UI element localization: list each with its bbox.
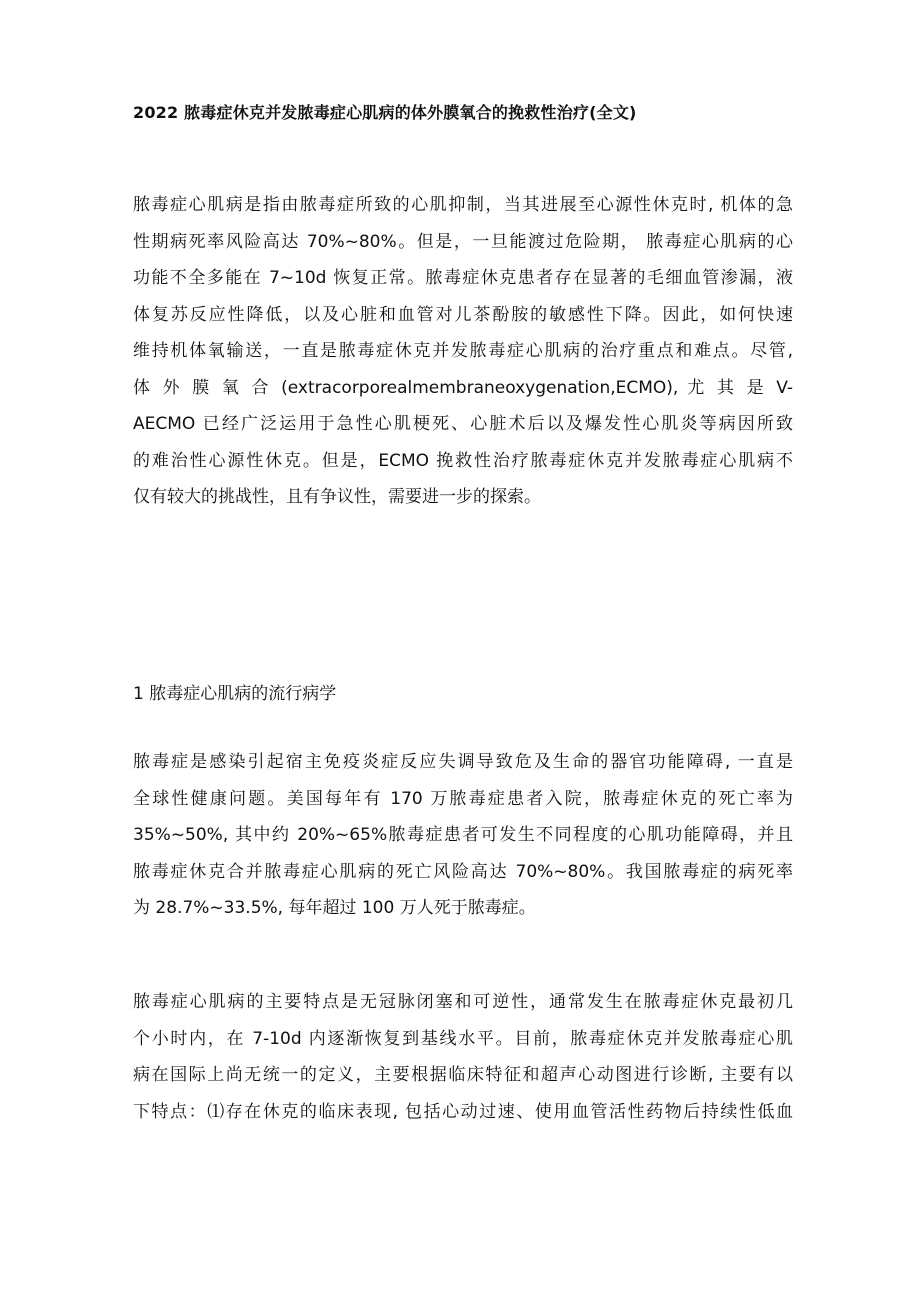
paragraph-line: 病在国际上尚无统一的定义，主要根据临床特征和超声心动图进行诊断, 主要有以	[133, 1065, 793, 1085]
paragraph-line: 体 外 膜 氧 合 (extracorporealmembraneoxygenation,ECMO), 尤 其 是 V-	[133, 377, 793, 398]
document-title: 2022 脓毒症休克并发脓毒症心肌病的体外膜氧合的挽救性治疗(全文)	[133, 103, 637, 122]
paragraph-line: 性期病死率风险高达 70%~80%。但是，一旦能渡过危险期， 脓毒症心肌病的心	[133, 231, 793, 252]
paragraph-line: 的难治性心源性休克。但是，ECMO 挽救性治疗脓毒症休克并发脓毒症心肌病不	[133, 450, 793, 471]
paragraph-line: 脓毒症心肌病的主要特点是无冠脉闭塞和可逆性，通常发生在脓毒症休克最初几	[133, 992, 793, 1012]
paragraph-line: 全球性健康问题。美国每年有 170 万脓毒症患者入院，脓毒症休克的死亡率为	[133, 788, 793, 809]
paragraph-line: 功能不全多能在 7~10d 恢复正常。脓毒症休克患者存在显著的毛细血管渗漏，液	[133, 268, 793, 288]
paragraph-line: 个小时内，在 7-10d 内逐渐恢复到基线水平。目前，脓毒症休克并发脓毒症心肌	[133, 1028, 793, 1049]
intro-paragraph	[133, 187, 793, 516]
paragraph-line: 脓毒症休克合并脓毒症心肌病的死亡风险高达 70%~80%。我国脓毒症的病死率	[133, 861, 793, 882]
paragraph-line: 脓毒症心肌病是指由脓毒症所致的心肌抑制，当其进展至心源性休克时, 机体的急	[133, 195, 793, 215]
paragraph-line: AECMO 已经广泛运用于急性心肌梗死、心脏术后以及爆发性心肌炎等病因所致	[133, 414, 793, 434]
paragraph-line: 为 28.7%~33.5%, 每年超过 100 万人死于脓毒症。	[133, 898, 536, 918]
section1-paragraph2	[133, 984, 793, 1130]
paragraph-line: 脓毒症是感染引起宿主免疫炎症反应失调导致危及生命的器官功能障碍, 一直是	[133, 752, 793, 772]
paragraph-line: 35%~50%, 其中约 20%~65%脓毒症患者可发生不同程度的心肌功能障碍，并且	[133, 825, 793, 845]
section-heading: 1 脓毒症心肌病的流行病学	[133, 684, 337, 704]
paragraph-line: 仅有较大的挑战性，且有争议性，需要进一步的探索。	[133, 487, 541, 507]
paragraph-line: 下特点：⑴存在休克的临床表现, 包括心动过速、使用血管活性药物后持续性低血	[133, 1101, 793, 1122]
paragraph-line: 维持机体氧输送，一直是脓毒症休克并发脓毒症心肌病的治疗重点和难点。尽管,	[133, 341, 793, 361]
paragraph-line: 体复苏反应性降低，以及心脏和血管对儿茶酚胺的敏感性下降。因此，如何快速	[133, 304, 793, 325]
section1-paragraph1	[133, 744, 793, 927]
